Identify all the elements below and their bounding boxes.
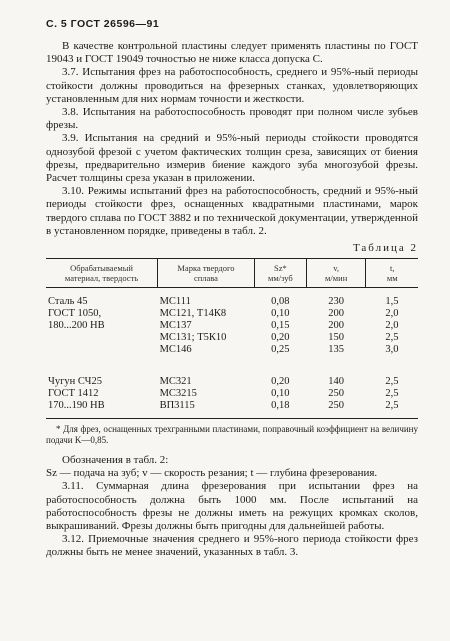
sz-cell: 0,18 [271, 400, 290, 412]
material-cast-iron: Чугун СЧ25 ГОСТ 1412 170...190 НВ [48, 376, 105, 412]
table-row [46, 296, 418, 308]
v-cell: 250 [328, 388, 345, 400]
v-cell: 200 [328, 320, 345, 332]
grade-cell: МС137 [159, 320, 192, 332]
sz-cell: 0,20 [271, 332, 290, 344]
table-header-row [46, 259, 418, 288]
grade-cell: МС111 [159, 296, 191, 308]
grade-cell: МС146 [159, 344, 192, 356]
sz-cell: 0,25 [271, 344, 290, 356]
modes-table [46, 258, 418, 419]
t-cell: 2,5 [385, 400, 399, 412]
grade-cell: МС321 [159, 376, 192, 388]
col-header-grade: Марка твердого сплава [158, 259, 255, 288]
v-cell: 250 [328, 400, 345, 412]
t-cell: 3,0 [385, 344, 399, 356]
t-cell: 2,5 [385, 376, 399, 388]
paragraph-3-10: 3.10. Режимы испытаний фрез на работоспособность, средний и 95%-ный периоды стойкости фрез, оснащенных квадратными пластинами, марок твердого сплава по ГОСТ 3882 и по технической документации, утвержденной в установленном порядке, приведены в табл. 2. [46, 185, 418, 237]
t-cell: 2,5 [385, 332, 399, 344]
v-cell: 230 [328, 296, 345, 308]
sz-cell: 0,15 [271, 320, 290, 332]
col-header-sz: Sz* мм/зуб [254, 259, 306, 288]
notation-title: Обозначения в табл. 2: [62, 454, 169, 467]
paragraph-control-plate: В качестве контрольной пластины следует применять пластины по ГОСТ 19043 и ГОСТ 19049 точностью не ниже класса допуска С. [46, 40, 418, 66]
sz-cell: 0,10 [271, 308, 290, 320]
col-header-material: Обрабатываемый материал, твердость [46, 259, 158, 288]
sz-cell: 0,08 [271, 296, 290, 308]
paragraph-3-11: 3.11. Суммарная длина фрезерования при испытании фрез на работоспособность должна быть 1000 мм. После испытаний на работоспособность фрезы не должны иметь на режущих кромках сколов, выкрашиваний. Фрезы должны быть пригодны для дальнейшей работы. [46, 480, 418, 533]
sz-cell: 0,20 [271, 376, 290, 388]
t-cell: 2,0 [385, 320, 399, 332]
col-header-t: t, мм [366, 259, 418, 288]
page-header: С. 5 ГОСТ 26596—91 [46, 18, 160, 30]
t-cell: 1,5 [385, 296, 399, 308]
sz-cell: 0,10 [271, 388, 290, 400]
v-cell: 140 [328, 376, 345, 388]
grade-cell: МС121, Т14К8 [159, 308, 227, 320]
table-footnote: * Для фрез, оснащенных трехгранными пластинами, поправочный коэффициент на величину подачи K—0,85. [46, 424, 418, 446]
col-header-v: v, м/мин [306, 259, 366, 288]
paragraph-3-8: 3.8. Испытания на работоспособность проводят при полном числе зубьев фрезы. [46, 106, 418, 132]
paragraph-3-9: 3.9. Испытания на средний и 95%-ный периоды стойкости проводятся однозубой фрезой с учетом фактических толщин среза, зависящих от биения фрезы, предварительно измерив биение каждого зуба многозубой фрезы. Расчет толщины среза указан в приложении. [46, 132, 418, 185]
grade-cell: МС3215 [159, 388, 197, 400]
grade-cell: ВП3115 [159, 400, 195, 412]
v-cell: 135 [328, 344, 345, 356]
v-cell: 200 [328, 308, 345, 320]
material-steel: Сталь 45 ГОСТ 1050, 180...200 НВ [48, 296, 105, 332]
document-page [46, 18, 418, 560]
t-cell: 2,5 [385, 388, 399, 400]
notation-text: Sz — подача на зуб; v — скорость резания; t — глубина фрезерования. [46, 467, 378, 480]
table-row [46, 376, 418, 388]
paragraph-3-7: 3.7. Испытания фрез на работоспособность, среднего и 95%-ный периоды стойкости должны проводиться на фрезерных станках, удовлетворяющих установленным для них нормам точности и жесткости. [46, 66, 418, 105]
grade-cell: МС131; Т5К10 [159, 332, 227, 344]
t-cell: 2,0 [385, 308, 399, 320]
paragraph-3-12: 3.12. Приемочные значения среднего и 95%-ного периода стойкости фрез должны быть не менее значений, указанных в табл. 3. [46, 533, 418, 559]
v-cell: 150 [328, 332, 345, 344]
table-caption: Таблица 2 [352, 242, 418, 255]
